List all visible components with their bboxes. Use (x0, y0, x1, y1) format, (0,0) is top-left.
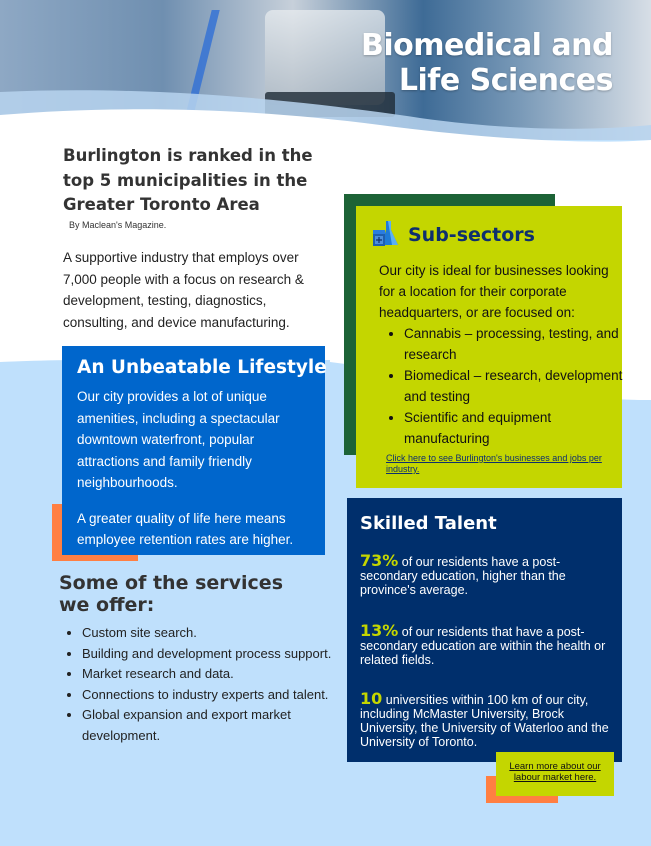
subsectors-card (356, 206, 622, 488)
page-title (361, 28, 613, 98)
stat-text: universities within 100 km of our city, including McMaster University, Brock University, the University of Waterloo and the University of Toronto. (360, 693, 609, 749)
ranking-heading: Burlington is ranked in the top 5 municipalities in the Greater Toronto Area (63, 146, 313, 214)
lifestyle-title: An Unbeatable Lifestyle (77, 357, 327, 378)
stat-text: of our residents have a post-secondary education, higher than the province's average. (360, 555, 566, 597)
subsectors-intro: Our city is ideal for businesses looking for a location for their corporate headquarters, or are focused on: (379, 263, 609, 320)
list-item: • Building and development process support. (82, 644, 372, 665)
list-item: • Market research and data. (82, 664, 372, 685)
list-item: • Custom site search. (82, 623, 372, 644)
talent-title: Skilled Talent (360, 513, 497, 534)
services-heading: Some of the services we offer: (59, 572, 284, 616)
list-item: • Cannabis – processing, testing, and research (404, 323, 639, 365)
lifestyle-card (62, 346, 325, 555)
lab-flask-icon (371, 218, 401, 248)
stat-number: 10 (360, 689, 383, 708)
byline: By Maclean's Magazine. (69, 220, 167, 230)
subsectors-list (379, 323, 639, 449)
subsectors-title: Sub-sectors (408, 224, 535, 246)
stat-number: 13% (360, 621, 399, 640)
list-item: • Connections to industry experts and talent. (82, 685, 372, 706)
skilled-talent-card (347, 498, 622, 762)
lifestyle-paragraph-2: A greater quality of life here means employee retention rates are higher. (77, 511, 294, 547)
labour-market-link[interactable]: Learn more about our labour market here. (509, 761, 601, 783)
lifestyle-paragraph-1: Our city provides a lot of unique amenities, including a spectacular downtown waterfront, popular attractions and family friendly neighbourhoods. (77, 389, 280, 490)
stat-number: 73% (360, 551, 399, 570)
labour-market-callout (496, 752, 614, 796)
list-item: • Global expansion and export market development. (82, 705, 372, 746)
title-line-1: Biomedical and (361, 28, 613, 63)
services-list (62, 623, 372, 746)
list-item: • Biomedical – research, development and testing (404, 365, 639, 407)
intro-paragraph: A supportive industry that employs over 7,000 people with a focus on research & development, testing, diagnostics, consulting, and device manufacturing. (63, 250, 304, 330)
stat-health (360, 621, 615, 667)
businesses-jobs-link[interactable]: Click here to see Burlington's businesses and jobs per industry. (386, 453, 602, 474)
stat-education (360, 551, 615, 597)
list-item: • Scientific and equipment manufacturing (404, 407, 639, 449)
stat-text: of our residents that have a post-secondary education are within the health or related fields. (360, 625, 606, 667)
stat-universities (360, 689, 615, 749)
title-line-2: Life Sciences (398, 63, 613, 98)
